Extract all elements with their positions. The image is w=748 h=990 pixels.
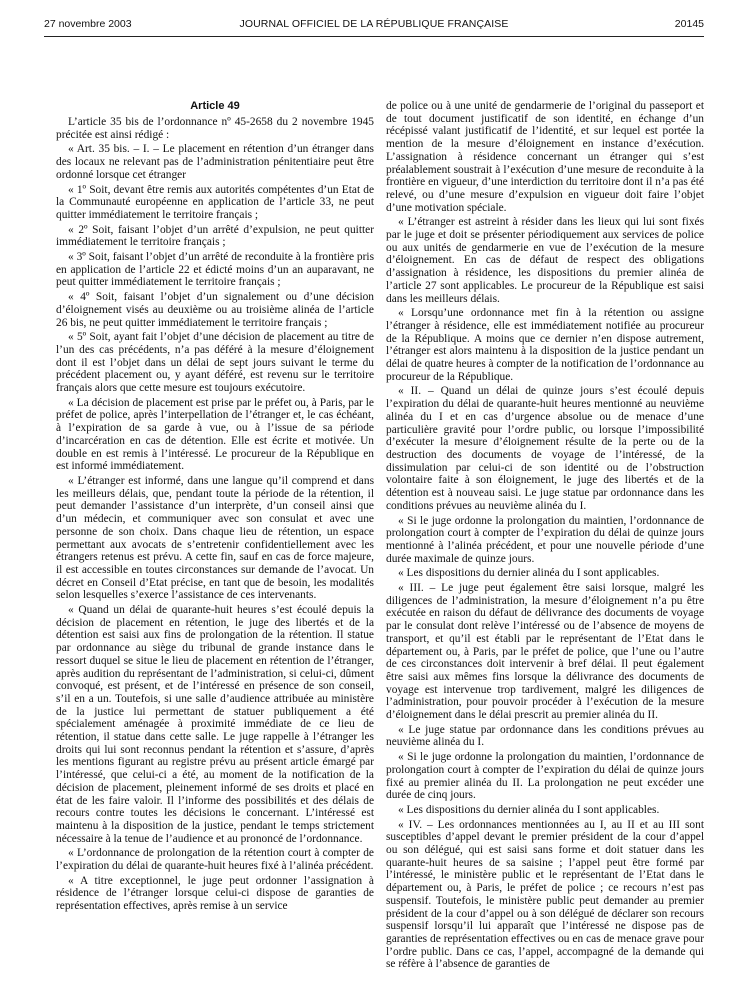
paragraph: « Si le juge ordonne la prolongation du maintien, l’ordonnance de prolongation court à compter de l’expiration du délai de quinze jours mentionné à l’alinéa précédent, et pour une nouvelle période d’une durée maximale de quinze jours. — [386, 514, 704, 565]
article-title: Article 49 — [190, 100, 240, 112]
paragraph: « L’étranger est astreint à résider dans les lieux qui lui sont fixés par le juge et doit se présenter périodiquement aux services de police ou aux unités de gendarmerie en vue de l’exécution de la mesure d’éloignement. En cas de défaut de respect des obligations d’assignation à résidence, les dispositions du premier alinéa de l’article 27 sont applicables. Le procureur de la République est saisi dans les meilleurs délais. — [386, 216, 704, 305]
paragraph: « Les dispositions du dernier alinéa du I sont applicables. — [398, 803, 660, 816]
paragraph: « Lorsqu’une ordonnance met fin à la rétention ou assigne l’étranger à résidence, elle est immédiatement notifiée au procureur de la République. A moins que ce dernier n’en dispose autrement, l’étranger est alors maintenu à la disposition de la justice pendant un délai de quatre heures à compter de la notification de l’ordonnance au procureur de la République. — [386, 307, 704, 383]
paragraph: « 1º Soit, devant être remis aux autorités compétentes d’un Etat de la Communauté européenne en application de l’article 33, ne peut quitter immédiatement le territoire français ; — [56, 183, 374, 221]
paragraph: « 3º Soit, faisant l’objet d’un arrêté de reconduite à la frontière pris en application de l’article 22 et édicté moins d’un an auparavant, ne peut quitter immédiatement le territoire français ; — [56, 251, 374, 289]
paragraph: de police ou à une unité de gendarmerie de l’original du passeport et de tout document justificatif de son identité, en échange d’un récépissé valant justificatif de l’identité, et sur lequel est portée la mention de la mesure d’éloignement en instance d’exécution. L’assignation à résidence concernant un étranger qui s’est préalablement soustrait à l’exécution d’une mesure de reconduite à la frontière en vigueur, d’une interdiction du territoire dont il n’a pas été relevé, ou d’une mesure d’expulsion en vigueur doit faire l’objet d’une motivation spéciale. — [386, 100, 704, 214]
paragraph: « Si le juge ordonne la prolongation du maintien, l’ordonnance de prolongation court à compter de l’expiration du délai de quinze jours fixé au premier alinéa du II. La prolongation ne peut excéder une durée de cinq jours. — [386, 751, 704, 802]
paragraph: « Art. 35 bis. – I. – Le placement en rétention d’un étranger dans des locaux ne relevant pas de l’administration pénitentiaire peut être ordonné lorsque cet étranger — [56, 143, 374, 181]
paragraph: « IV. – Les ordonnances mentionnées au I, au II et au III sont susceptibles d’appel devant le premier président de la cour d’appel ou son délégué, qui est saisi sans forme et doit statuer dans les quarante-huit heures de sa saisine ; l’appel peut être formé par l’intéressé, le ministère public et le représentant de l’Etat dans le département ou, à Paris, le préfet de police ; ce recours n’est pas suspensif. Toutefois, le ministère public peut demander au premier président de la cour d’appel ou à son délégué de déclarer son recours suspensif lorsqu’il lui apparaît que l’intéressé ne dispose pas de garanties de représentation effectives ou en cas de menace grave pour l’ordre public. Dans ce cas, l’appel, accompagné de la demande qui se réfère à l’absence de garanties de — [386, 818, 704, 971]
paragraph: « A titre exceptionnel, le juge peut ordonner l’assignation à résidence de l’étranger lorsque celui-ci dispose de garanties de représentation effectives, après remise à un service — [56, 874, 374, 913]
page-number: 20145 — [674, 18, 704, 30]
paragraph: « 4º Soit, faisant l’objet d’un signalement ou d’une décision d’éloignement visés au deuxième ou au troisième alinéa de l’article 26 bis, ne peut quitter immédiatement le territoire français ; — [56, 291, 374, 329]
right-column — [386, 100, 704, 971]
paragraph: L’article 35 bis de l’ordonnance nº 45-2658 du 2 novembre 1945 précitée est ainsi rédigé : — [56, 116, 374, 141]
paragraph: « Les dispositions du dernier alinéa du I sont applicables. — [398, 567, 660, 580]
left-column — [56, 116, 374, 913]
header-rule — [44, 36, 704, 37]
paragraph: « Quand un délai de quarante-huit heures s’est écoulé depuis la décision de placement en rétention, le juge des libertés et de la détention est saisi aux fins de prolongation de la rétention. Il statue par ordonnance au siège du tribunal de grande instance dans le ressort duquel se situe le lieu de placement en rétention de l’étranger, après audition du représentant de l’administration, si celui-ci, dûment convoqué, est présent, et de l’intéressé en présence de son conseil, s’il en a un. Toutefois, si une salle d’audience attribuée au ministère de la justice lui permettant de statuer publiquement a été spécialement aménagée à proximité immédiate de ce lieu de rétention, il statue dans cette salle. Le juge rappelle à l’étranger les droits qui lui sont reconnus pendant la rétention et s’assure, d’après les mentions figurant au registre prévu au présent article émargé par l’intéressé, que celui-ci a été, au moment de la notification de la décision de placement, pleinement informé de ses droits et placé en état de les faire valoir. Il l’informe des possibilités et des délais de recours contre toutes les décisions le concernant. L’intéressé est maintenu à la disposition de la justice, pendant le temps strictement nécessaire à la tenue de l’audience et au prononcé de l’ordonnance. — [56, 604, 374, 845]
paragraph: « L’étranger est informé, dans une langue qu’il comprend et dans les meilleurs délais, que, pendant toute la période de la rétention, il peut demander l’assistance d’un interprète, d’un conseil ainsi que d’un médecin, et communiquer avec son consulat et avec une personne de son choix. Dans chaque lieu de rétention, un espace permettant aux avocats de s’entretenir confidentiellement avec les étrangers retenus est prévu. A cette fin, sauf en cas de force majeure, il est accessible en toutes circonstances sur demande de l’avocat. Un décret en Conseil d’Etat précise, en tant que de besoin, les modalités selon lesquelles s’exerce l’assistance de ces intervenants. — [56, 474, 374, 602]
paragraph: « 5º Soit, ayant fait l’objet d’une décision de placement au titre de l’un des cas précédents, n’a pas déféré à la mesure d’éloignement dont il est l’objet dans un délai de sept jours suivant le terme du précédent placement ou, y ayant déféré, est revenu sur le territoire français alors que cette mesure est toujours exécutoire. — [56, 331, 374, 395]
paragraph: « La décision de placement est prise par le préfet ou, à Paris, par le préfet de police, après l’interpellation de l’étranger et, le cas échéant, à l’expiration de sa garde à vue, ou à l’issue de sa période d’incarcération en cas de détention. Elle est écrite et motivée. Un double en est remis à l’intéressé. Le procureur de la République en est informé immédiatement. — [56, 396, 374, 473]
header-date: 27 novembre 2003 — [44, 18, 132, 30]
paragraph: « Le juge statue par ordonnance dans les conditions prévues au neuvième alinéa du I. — [386, 723, 704, 749]
paragraph: « 2º Soit, faisant l’objet d’un arrêté d’expulsion, ne peut quitter immédiatement le territoire français ; — [56, 223, 374, 249]
journal-title: JOURNAL OFFICIEL DE LA RÉPUBLIQUE FRANÇAISE — [239, 18, 509, 30]
paragraph: « L’ordonnance de prolongation de la rétention court à compter de l’expiration du délai de quarante-huit heures fixé à l’alinéa précédent. — [56, 847, 374, 873]
page-header — [44, 18, 704, 34]
paragraph: « II. – Quand un délai de quinze jours s’est écoulé depuis l’expiration du délai de quarante-huit heures mentionné au neuvième alinéa du I et en cas d’urgence absolue ou de menace d’une particulière gravité pour l’ordre public, ou lorsque l’impossibilité d’exécuter la mesure d’éloignement résulte de la perte ou de la destruction des documents de voyage de l’intéressé, de la dissimulation par celui-ci de son identité ou de l’obstruction volontaire faite à son éloignement, le juge des libertés et de la détention est à nouveau saisi. Le juge statue par ordonnance dans les conditions prévues au neuvième alinéa du I. — [386, 385, 704, 512]
paragraph: « III. – Le juge peut également être saisi lorsque, malgré les diligences de l’administration, la mesure d’éloignement n’a pu être exécutée en raison du défaut de délivrance des documents de voyage par le consulat dont relève l’intéressé ou de l’absence de moyens de transport, et qu’il est établi par le représentant de l’Etat dans le département ou, à Paris, par le préfet de police, que l’une ou l’autre de ces circonstances doit intervenir à bref délai. Il peut également être saisi aux mêmes fins lorsque la délivrance des documents de voyage est intervenue trop tardivement, malgré les diligences de l’administration, pour pouvoir procéder à l’exécution de la mesure d’éloignement dans le délai prescrit au premier alinéa du II. — [386, 582, 704, 722]
